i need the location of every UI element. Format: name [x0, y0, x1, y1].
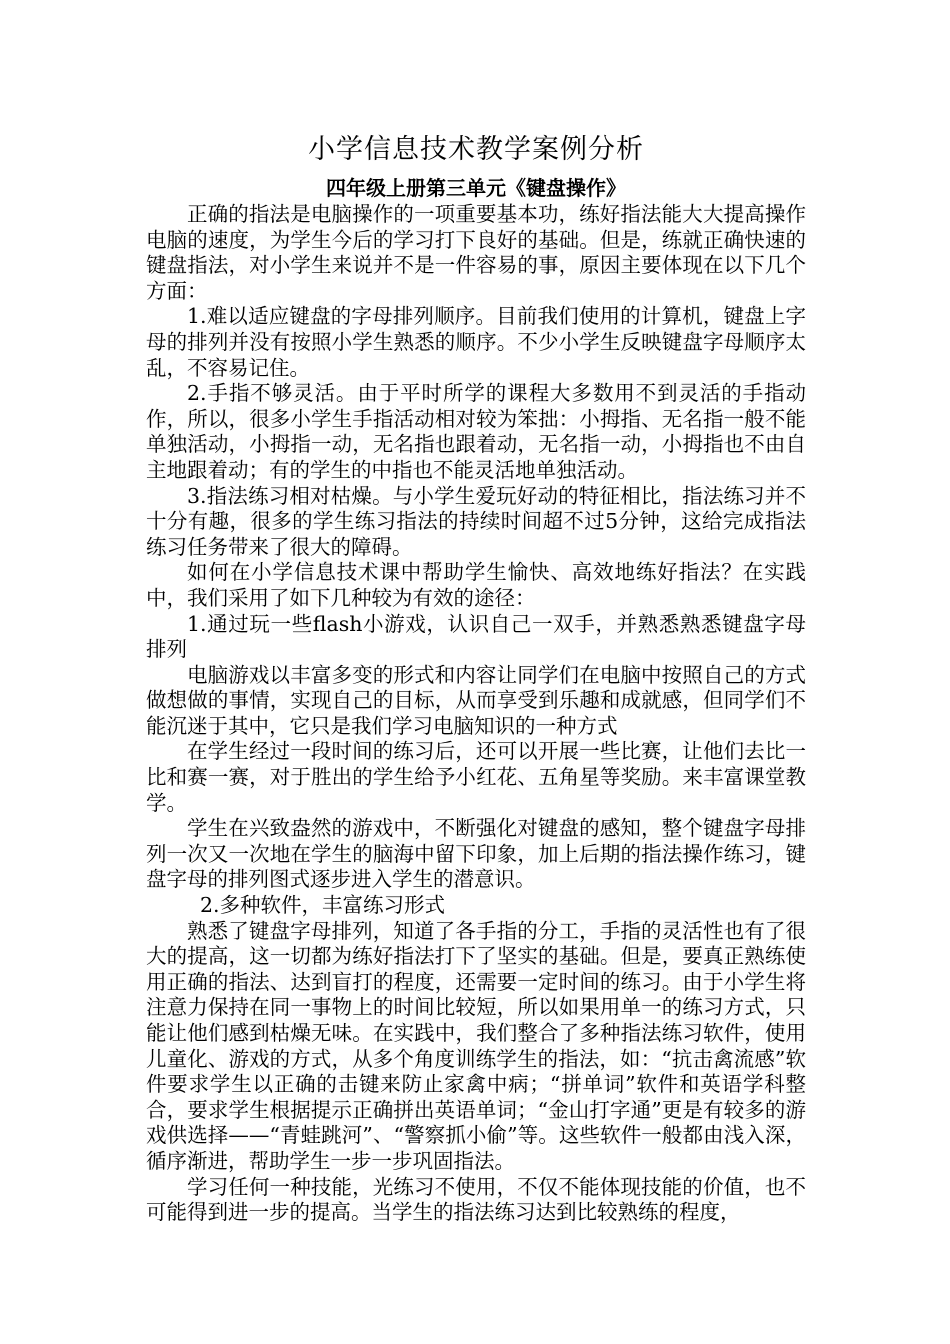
section-heading-1: 1.通过玩一些flash小游戏，认识自己一双手，并熟悉熟悉键盘字母排列	[146, 611, 806, 662]
document-subtitle: 四年级上册第三单元《键盘操作》	[326, 176, 626, 200]
document-title: 小学信息技术教学案例分析	[308, 134, 644, 165]
paragraph-application: 学习任何一种技能，光练习不使用，不仅不能体现技能的价值，也不可能得到进一步的提高。当学生的指法练习达到比较熟练的程度，	[146, 1174, 806, 1225]
paragraph-competition: 在学生经过一段时间的练习后，还可以开展一些比赛，让他们去比一比和赛一赛，对于胜出的学生给予小红花、五角星等奖励。来丰富课堂教学。	[146, 739, 806, 815]
section-heading-2: 2.多种软件，丰富练习形式	[200, 893, 446, 918]
page-body	[146, 130, 806, 1226]
paragraph-question: 如何在小学信息技术课中帮助学生愉快、高效地练好指法？在实践中，我们采用了如下几种较为有效的途径：	[146, 560, 806, 610]
paragraph-reason-2: 2.手指不够灵活。由于平时所学的课程大多数用不到灵活的手指动作，所以，很多小学生手指活动相对较为笨拙：小拇指、无名指一般不能单独活动，小拇指一动，无名指也跟着动，无名指一动，小拇指也不由自主地跟着动；有的学生的中指也不能灵活地单独活动。	[146, 381, 806, 482]
paragraph-reason-3: 3.指法练习相对枯燥。与小学生爱玩好动的特征相比，指法练习并不十分有趣，很多的学生练习指法的持续时间超不过5分钟，这给完成指法练习任务带来了很大的障碍。	[146, 483, 806, 559]
paragraph-software: 熟悉了键盘字母排列，知道了各手指的分工，手指的灵活性也有了很大的提高，这一切都为练好指法打下了坚实的基础。但是，要真正熟练使用正确的指法、达到盲打的程度，还需要一定时间的练习。由于小学生将注意力保持在同一事物上的时间比较短，所以如果用单一的练习方式，只能让他们感到枯燥无味。在实践中，我们整合了多种指法练习软件，使用儿童化、游戏的方式，从多个角度训练学生的指法，如：“抗击禽流感”软件要求学生以正确的击键来防止家禽中病；“拼单词”软件和英语学科整合，要求学生根据提示正确拼出英语单词；“金山打字通”更是有较多的游戏供选择——“青蛙跳河”、“警察抓小偷”等。这些软件一般都由浅入深，循序渐进，帮助学生一步一步巩固指法。	[146, 918, 806, 1173]
paragraph-reason-1: 1.难以适应键盘的字母排列顺序。目前我们使用的计算机，键盘上字母的排列并没有按照小学生熟悉的顺序。不少小学生反映键盘字母顺序太乱，不容易记住。	[146, 304, 806, 380]
paragraph-perception: 学生在兴致盎然的游戏中，不断强化对键盘的感知，整个键盘字母排列一次又一次地在学生的脑海中留下印象，加上后期的指法操作练习，键盘字母的排列图式逐步进入学生的潜意识。	[146, 816, 806, 892]
paragraph-games: 电脑游戏以丰富多变的形式和内容让同学们在电脑中按照自己的方式做想做的事情，实现自己的目标，从而享受到乐趣和成就感，但同学们不能沉迷于其中，它只是我们学习电脑知识的一种方式	[146, 662, 806, 738]
paragraph-intro: 正确的指法是电脑操作的一项重要基本功，练好指法能大大提高操作电脑的速度，为学生今后的学习打下良好的基础。但是，练就正确快速的键盘指法，对小学生来说并不是一件容易的事，原因主要体现在以下几个方面：	[146, 202, 806, 303]
